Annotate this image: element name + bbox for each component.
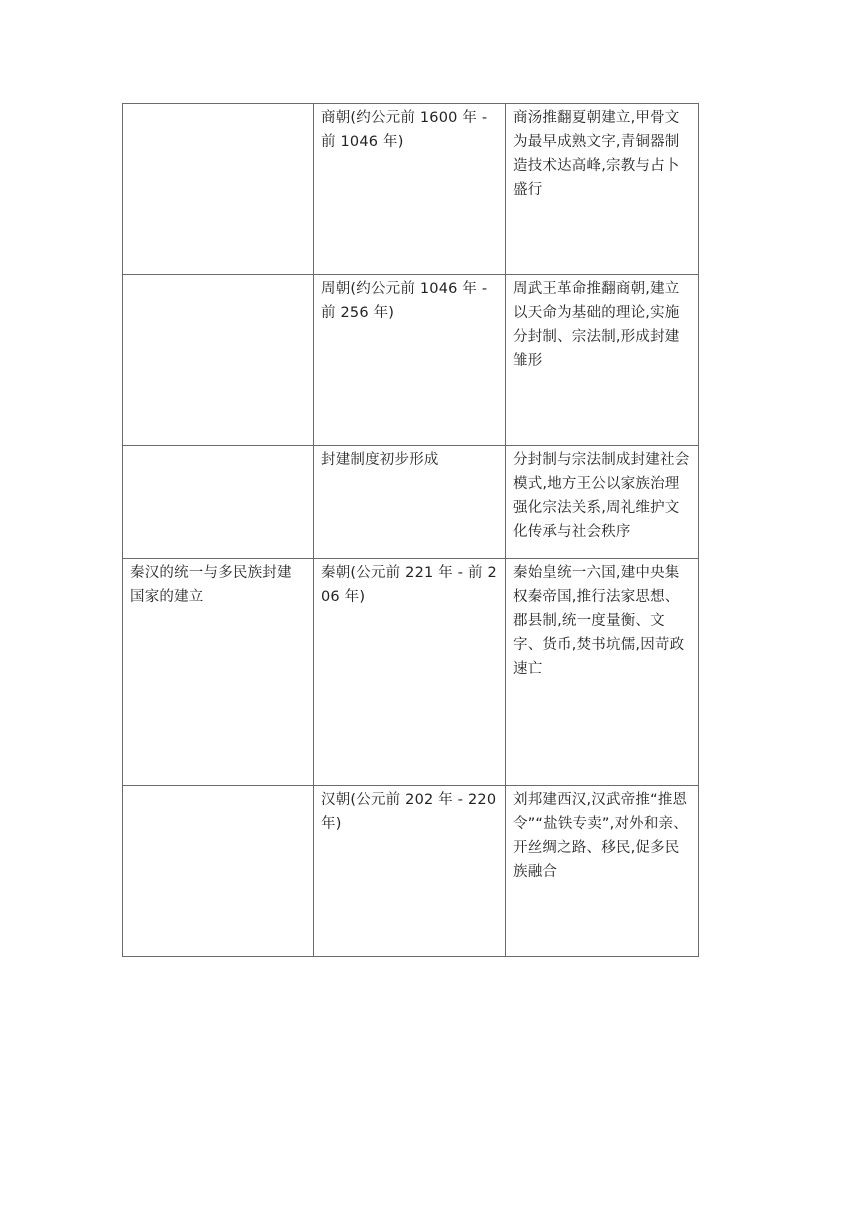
- description-cell: 周武王革命推翻商朝,建立以天命为基础的理论,实施分封制、宗法制,形成封建雏形: [506, 275, 699, 446]
- period-cell: 商朝(约公元前 1600 年 - 前 1046 年): [314, 104, 506, 275]
- table-row: [123, 559, 699, 786]
- table-row: [123, 104, 699, 275]
- description-cell: 刘邦建西汉,汉武帝推“推恩令”“盐铁专卖”,对外和亲、开丝绸之路、移民,促多民族融合: [506, 786, 699, 957]
- topic-cell: 秦汉的统一与多民族封建国家的建立: [123, 559, 314, 786]
- history-table: [122, 103, 699, 957]
- topic-cell: [123, 275, 314, 446]
- period-cell: 封建制度初步形成: [314, 446, 506, 559]
- description-cell: 分封制与宗法制成封建社会模式,地方王公以家族治理强化宗法关系,周礼维护文化传承与社会秩序: [506, 446, 699, 559]
- table-row: [123, 275, 699, 446]
- table-row: [123, 786, 699, 957]
- table-row: [123, 446, 699, 559]
- period-cell: 汉朝(公元前 202 年 - 220 年): [314, 786, 506, 957]
- description-cell: 秦始皇统一六国,建中央集权秦帝国,推行法家思想、郡县制,统一度量衡、文字、货币,焚书坑儒,因苛政速亡: [506, 559, 699, 786]
- topic-cell: [123, 104, 314, 275]
- topic-cell: [123, 446, 314, 559]
- period-cell: 周朝(约公元前 1046 年 - 前 256 年): [314, 275, 506, 446]
- topic-cell: [123, 786, 314, 957]
- description-cell: 商汤推翻夏朝建立,甲骨文为最早成熟文字,青铜器制造技术达高峰,宗教与占卜盛行: [506, 104, 699, 275]
- period-cell: 秦朝(公元前 221 年 - 前 206 年): [314, 559, 506, 786]
